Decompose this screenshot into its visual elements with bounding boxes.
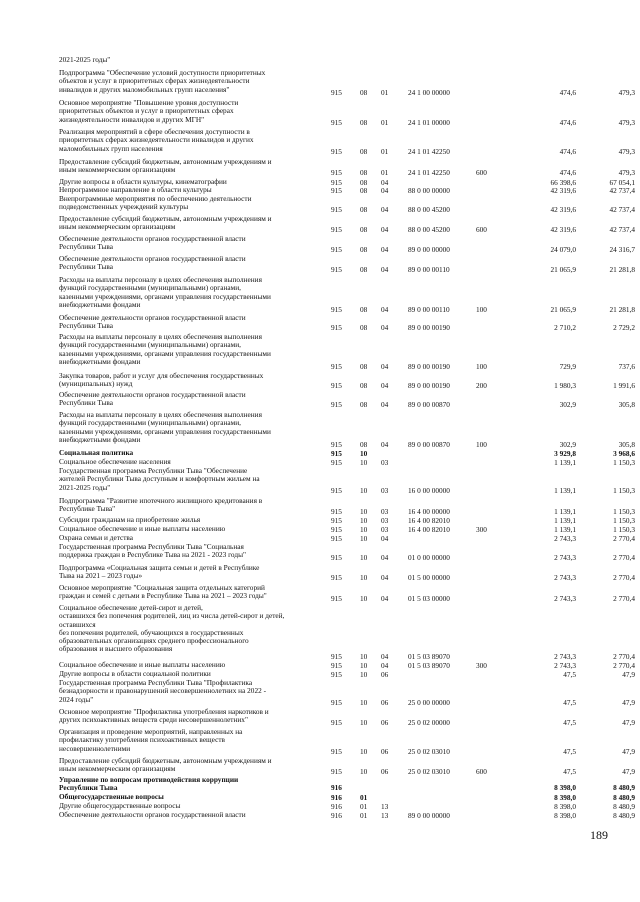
amount-year2: 47,9 bbox=[622, 697, 635, 707]
row-name: Другие общегосударственные вопросы bbox=[59, 801, 181, 810]
ministry-code: 915 bbox=[331, 167, 342, 177]
target-article-code: 25 0 00 00000 bbox=[408, 697, 450, 707]
amount-year2: 47,9 bbox=[622, 669, 635, 679]
subsection-code: 04 bbox=[381, 304, 389, 314]
row-name: Подпрограмма "Развитие ипотечного жилищного кредитования в Республике Тыва" bbox=[59, 496, 263, 514]
target-article-code: 01 5 03 89070 bbox=[408, 651, 450, 661]
subsection-code: 03 bbox=[381, 515, 389, 525]
ministry-code: 915 bbox=[331, 572, 342, 582]
row-name: Основное мероприятие "Социальная защита отдельных категорий граждан и семей с детьми в Республике Тыва на 2021 – 2023 годы" bbox=[59, 583, 267, 601]
target-article-code: 24 1 01 00000 bbox=[408, 117, 450, 127]
amount-year1: 302,9 bbox=[559, 399, 576, 409]
amount-year2: 42 737,4 bbox=[609, 224, 635, 234]
expense-type-code: 600 bbox=[476, 224, 487, 234]
amount-year1: 47,5 bbox=[563, 766, 576, 776]
target-article-code: 25 0 02 00000 bbox=[408, 717, 450, 727]
amount-year2: 479,3 bbox=[618, 117, 635, 127]
subsection-code: 04 bbox=[381, 439, 389, 449]
ministry-code: 915 bbox=[331, 380, 342, 390]
row-name: Охрана семьи и детства bbox=[59, 533, 133, 542]
row-name: Расходы на выплаты персоналу в целях обеспечения выполнения функций государственными (муниципальными) органами, казенными учреждениями, органами управления государственными внебюджетными фондами bbox=[59, 332, 271, 366]
row-name: Социальное обеспечение населения bbox=[59, 457, 171, 466]
target-article-code: 16 4 00 00000 bbox=[408, 506, 450, 516]
amount-year2: 2 770,4 bbox=[613, 533, 635, 543]
ministry-code: 915 bbox=[331, 524, 342, 534]
table-row bbox=[0, 128, 640, 156]
ministry-code: 915 bbox=[331, 669, 342, 679]
subsection-code: 04 bbox=[381, 185, 389, 195]
row-name: Внепрограммные мероприятия по обеспечению деятельности подведомственных учреждений культуры bbox=[59, 194, 252, 212]
amount-year2: 479,3 bbox=[618, 167, 635, 177]
table-row bbox=[0, 776, 640, 792]
ministry-code: 915 bbox=[331, 506, 342, 516]
section-code: 01 bbox=[360, 801, 368, 811]
subsection-code: 04 bbox=[381, 593, 389, 603]
amount-year2: 479,3 bbox=[618, 146, 635, 156]
ministry-code: 916 bbox=[331, 782, 342, 792]
target-article-code: 89 0 00 00110 bbox=[408, 304, 450, 314]
section-code: 10 bbox=[360, 697, 368, 707]
amount-year1: 1 139,1 bbox=[554, 457, 576, 467]
ministry-code: 916 bbox=[331, 810, 342, 820]
amount-year2: 67 054,1 bbox=[609, 177, 635, 187]
table-row bbox=[0, 333, 640, 371]
amount-year1: 474,6 bbox=[559, 87, 576, 97]
amount-year1: 8 398,0 bbox=[554, 801, 576, 811]
subsection-code: 06 bbox=[381, 717, 389, 727]
amount-year2: 24 316,7 bbox=[609, 244, 635, 254]
section-code: 10 bbox=[360, 533, 368, 543]
table-row bbox=[0, 467, 640, 495]
amount-year2: 2 770,4 bbox=[613, 660, 635, 670]
section-code: 10 bbox=[360, 651, 368, 661]
section-code: 08 bbox=[360, 224, 368, 234]
amount-year2: 305,8 bbox=[618, 399, 635, 409]
table-row bbox=[0, 56, 640, 65]
ministry-code: 915 bbox=[331, 399, 342, 409]
section-code: 08 bbox=[360, 117, 368, 127]
subsection-code: 13 bbox=[381, 810, 389, 820]
subsection-code: 01 bbox=[381, 87, 389, 97]
section-code: 10 bbox=[360, 746, 368, 756]
subsection-code: 04 bbox=[381, 322, 389, 332]
subsection-code: 04 bbox=[381, 533, 389, 543]
table-row bbox=[0, 314, 640, 332]
amount-year2: 47,9 bbox=[622, 717, 635, 727]
amount-year2: 1 150,3 bbox=[613, 515, 635, 525]
ministry-code: 915 bbox=[331, 87, 342, 97]
amount-year1: 2 743,3 bbox=[554, 552, 576, 562]
section-code: 08 bbox=[360, 244, 368, 254]
table-row bbox=[0, 757, 640, 776]
subsection-code: 06 bbox=[381, 669, 389, 679]
ministry-code: 915 bbox=[331, 244, 342, 254]
amount-year1: 8 398,0 bbox=[554, 810, 576, 820]
amount-year2: 8 480,9 bbox=[613, 782, 635, 792]
expense-type-code: 100 bbox=[476, 361, 487, 371]
ministry-code: 915 bbox=[331, 766, 342, 776]
amount-year1: 42 319,6 bbox=[550, 224, 576, 234]
amount-year2: 1 150,3 bbox=[613, 524, 635, 534]
amount-year2: 2 770,4 bbox=[613, 572, 635, 582]
table-row bbox=[0, 69, 640, 97]
amount-year1: 2 743,3 bbox=[554, 572, 576, 582]
section-code: 01 bbox=[360, 810, 368, 820]
section-code: 08 bbox=[360, 185, 368, 195]
target-article-code: 89 0 00 00190 bbox=[408, 361, 450, 371]
ministry-code: 915 bbox=[331, 515, 342, 525]
amount-year1: 8 398,0 bbox=[554, 792, 576, 802]
ministry-code: 915 bbox=[331, 533, 342, 543]
subsection-code: 04 bbox=[381, 204, 389, 214]
table-row bbox=[0, 708, 640, 727]
table-row bbox=[0, 411, 640, 449]
target-article-code: 89 0 00 00870 bbox=[408, 439, 450, 449]
row-name: Другие вопросы в области социальной политики bbox=[59, 669, 211, 678]
table-row bbox=[0, 235, 640, 254]
subsection-code: 03 bbox=[381, 457, 389, 467]
amount-year1: 2 743,3 bbox=[554, 651, 576, 661]
target-article-code: 89 0 00 00190 bbox=[408, 380, 450, 390]
row-name: Общегосударственные вопросы bbox=[59, 792, 164, 801]
target-article-code: 24 1 01 42250 bbox=[408, 167, 450, 177]
subsection-code: 03 bbox=[381, 524, 389, 534]
amount-year1: 474,6 bbox=[559, 117, 576, 127]
amount-year2: 1 991,6 bbox=[613, 380, 635, 390]
ministry-code: 915 bbox=[331, 697, 342, 707]
ministry-code: 915 bbox=[331, 552, 342, 562]
amount-year1: 2 710,2 bbox=[554, 322, 576, 332]
ministry-code: 915 bbox=[331, 117, 342, 127]
row-name: Обеспечение деятельности органов государственной власти Республики Тыва bbox=[59, 313, 246, 331]
table-row bbox=[0, 728, 640, 756]
amount-year1: 24 079,0 bbox=[550, 244, 576, 254]
amount-year1: 42 319,6 bbox=[550, 185, 576, 195]
subsection-code: 13 bbox=[381, 801, 389, 811]
subsection-code: 04 bbox=[381, 380, 389, 390]
amount-year1: 66 398,6 bbox=[550, 177, 576, 187]
amount-year1: 21 065,9 bbox=[550, 304, 576, 314]
section-code: 08 bbox=[360, 146, 368, 156]
row-name: Основное мероприятие "Профилактика употребления наркотиков и других психоактивных веществ среди несовершеннолетних" bbox=[59, 707, 269, 725]
table-row bbox=[0, 195, 640, 214]
section-code: 08 bbox=[360, 399, 368, 409]
row-name: Закупка товаров, работ и услуг для обеспечения государственных (муниципальных) нужд bbox=[59, 371, 264, 389]
amount-year1: 1 139,1 bbox=[554, 506, 576, 516]
target-article-code: 24 1 01 42250 bbox=[408, 146, 450, 156]
amount-year2: 2 729,2 bbox=[613, 322, 635, 332]
row-name: Социальное обеспечение детей-сирот и детей, оставшихся без попечения родителей, лиц из числа детей-сирот и детей, оставшихся без попечения родителей, обучающихся в государственных образовательных организациях среднего профессионального образования и высшего образования bbox=[59, 603, 285, 654]
amount-year1: 1 139,1 bbox=[554, 524, 576, 534]
section-code: 10 bbox=[360, 448, 368, 458]
row-name: Государственная программа Республики Тыва "Социальная поддержка граждан в Республике Тыва на 2021 - 2023 годы" bbox=[59, 542, 246, 560]
section-code: 08 bbox=[360, 264, 368, 274]
target-article-code: 16 4 00 82010 bbox=[408, 524, 450, 534]
subsection-code: 06 bbox=[381, 766, 389, 776]
table-row bbox=[0, 679, 640, 707]
table-row bbox=[0, 99, 640, 127]
ministry-code: 915 bbox=[331, 361, 342, 371]
expense-type-code: 200 bbox=[476, 380, 487, 390]
target-article-code: 88 0 00 00000 bbox=[408, 185, 450, 195]
expense-type-code: 300 bbox=[476, 524, 487, 534]
target-article-code: 25 0 02 03010 bbox=[408, 766, 450, 776]
row-name: Подпрограмма "Обеспечение условий доступности приоритетных объектов и услуг в приоритетных сферах жизнедеятельности инвалидов и других маломобильных групп населения" bbox=[59, 68, 266, 94]
section-code: 08 bbox=[360, 322, 368, 332]
amount-year1: 47,5 bbox=[563, 669, 576, 679]
row-name: Предоставление субсидий бюджетным, автономным учреждениям и иным некоммерческим организациям bbox=[59, 214, 272, 232]
amount-year2: 21 281,8 bbox=[609, 304, 635, 314]
subsection-code: 01 bbox=[381, 146, 389, 156]
expense-type-code: 100 bbox=[476, 304, 487, 314]
ministry-code: 915 bbox=[331, 146, 342, 156]
target-article-code: 01 0 00 00000 bbox=[408, 552, 450, 562]
amount-year1: 42 319,6 bbox=[550, 204, 576, 214]
section-code: 08 bbox=[360, 361, 368, 371]
section-code: 10 bbox=[360, 515, 368, 525]
section-code: 10 bbox=[360, 524, 368, 534]
subsection-code: 01 bbox=[381, 167, 389, 177]
row-name: Организация и проведение мероприятий, направленных на профилактику употребления психоактивных веществ несовершеннолетними bbox=[59, 727, 243, 753]
amount-year2: 1 150,3 bbox=[613, 485, 635, 495]
row-name: Другие вопросы в области культуры, кинематографии bbox=[59, 177, 227, 186]
amount-year2: 8 480,9 bbox=[613, 792, 635, 802]
subsection-code: 04 bbox=[381, 224, 389, 234]
amount-year1: 302,9 bbox=[559, 439, 576, 449]
target-article-code: 89 0 00 00000 bbox=[408, 810, 450, 820]
amount-year2: 47,9 bbox=[622, 766, 635, 776]
amount-year2: 47,9 bbox=[622, 746, 635, 756]
subsection-code: 06 bbox=[381, 746, 389, 756]
amount-year1: 2 743,3 bbox=[554, 533, 576, 543]
row-name: Расходы на выплаты персоналу в целях обеспечения выполнения функций государственными (муниципальными) органами, казенными учреждениями, органами управления государственными внебюджетными фондами bbox=[59, 410, 271, 444]
amount-year1: 1 139,1 bbox=[554, 485, 576, 495]
amount-year2: 3 968,6 bbox=[613, 448, 635, 458]
target-article-code: 01 5 03 89070 bbox=[408, 660, 450, 670]
table-row bbox=[0, 276, 640, 314]
subsection-code: 04 bbox=[381, 660, 389, 670]
row-name: Социальная политика bbox=[59, 448, 134, 457]
amount-year2: 2 770,4 bbox=[613, 552, 635, 562]
row-name: Субсидии гражданам на приобретение жилья bbox=[59, 515, 201, 524]
amount-year2: 1 150,3 bbox=[613, 506, 635, 516]
row-name: Предоставление субсидий бюджетным, автономным учреждениям и иным некоммерческим организациям bbox=[59, 756, 272, 774]
amount-year1: 1 980,3 bbox=[554, 380, 576, 390]
ministry-code: 915 bbox=[331, 717, 342, 727]
expense-type-code: 600 bbox=[476, 167, 487, 177]
ministry-code: 915 bbox=[331, 448, 342, 458]
section-code: 08 bbox=[360, 177, 368, 187]
row-name: Подпрограмма «Социальная защита семьи и детей в Республике Тыва на 2021 – 2023 годы» bbox=[59, 563, 260, 581]
subsection-code: 04 bbox=[381, 244, 389, 254]
table-row bbox=[0, 604, 640, 661]
section-code: 08 bbox=[360, 380, 368, 390]
section-code: 08 bbox=[360, 304, 368, 314]
row-name: Реализация мероприятий в сфере обеспечения доступности в приоритетных сферах жизнедеятельности инвалидов и других маломобильных групп населения bbox=[59, 127, 254, 153]
subsection-code: 04 bbox=[381, 361, 389, 371]
table-row bbox=[0, 811, 640, 820]
amount-year1: 474,6 bbox=[559, 146, 576, 156]
ministry-code: 915 bbox=[331, 264, 342, 274]
table-row bbox=[0, 584, 640, 603]
amount-year1: 1 139,1 bbox=[554, 515, 576, 525]
amount-year1: 2 743,3 bbox=[554, 660, 576, 670]
section-code: 10 bbox=[360, 506, 368, 516]
subsection-code: 04 bbox=[381, 399, 389, 409]
amount-year2: 737,6 bbox=[618, 361, 635, 371]
subsection-code: 01 bbox=[381, 117, 389, 127]
amount-year1: 47,5 bbox=[563, 717, 576, 727]
row-name: 2021-2025 годы" bbox=[59, 55, 111, 64]
row-name: Основное мероприятие "Повышение уровня доступности приоритетных объектов и услуг в приоритетных сферах жизнедеятельности инвалидов и других МГН" bbox=[59, 98, 239, 124]
row-name: Обеспечение деятельности органов государственной власти Республики Тыва bbox=[59, 254, 246, 272]
subsection-code: 06 bbox=[381, 697, 389, 707]
amount-year2: 8 480,9 bbox=[613, 810, 635, 820]
amount-year1: 2 743,3 bbox=[554, 593, 576, 603]
row-name: Управление по вопросам противодействия коррупции Республики Тыва bbox=[59, 775, 239, 793]
section-code: 10 bbox=[360, 552, 368, 562]
subsection-code: 04 bbox=[381, 572, 389, 582]
ministry-code: 915 bbox=[331, 651, 342, 661]
ministry-code: 915 bbox=[331, 177, 342, 187]
section-code: 10 bbox=[360, 593, 368, 603]
page-number: 189 bbox=[590, 828, 608, 842]
table-row bbox=[0, 497, 640, 516]
amount-year2: 479,3 bbox=[618, 87, 635, 97]
ministry-code: 915 bbox=[331, 185, 342, 195]
table-row bbox=[0, 564, 640, 582]
table-row bbox=[0, 215, 640, 234]
row-name: Расходы на выплаты персоналу в целях обеспечения выполнения функций государственными (муниципальными) органами, казенными учреждениями, органами управления государственными внебюджетными фондами bbox=[59, 275, 271, 309]
table-row bbox=[0, 158, 640, 177]
amount-year2: 8 480,9 bbox=[613, 801, 635, 811]
subsection-code: 04 bbox=[381, 264, 389, 274]
row-name: Социальное обеспечение и иные выплаты населению bbox=[59, 524, 226, 533]
row-name: Государственная программа Республики Тыва "Профилактика безнадзорности и правонарушений несовершеннолетних на 2022 - 2024 годы" bbox=[59, 678, 266, 704]
section-code: 08 bbox=[360, 167, 368, 177]
ministry-code: 915 bbox=[331, 485, 342, 495]
section-code: 10 bbox=[360, 572, 368, 582]
section-code: 10 bbox=[360, 766, 368, 776]
ministry-code: 915 bbox=[331, 224, 342, 234]
expense-type-code: 600 bbox=[476, 766, 487, 776]
subsection-code: 04 bbox=[381, 552, 389, 562]
ministry-code: 915 bbox=[331, 322, 342, 332]
row-name: Государственная программа Республики Тыва "Обеспечение жителей Республики Тыва доступным и комфортным жильем на 2021-2025 годы" bbox=[59, 466, 260, 492]
amount-year2: 2 770,4 bbox=[613, 593, 635, 603]
ministry-code: 915 bbox=[331, 457, 342, 467]
ministry-code: 915 bbox=[331, 304, 342, 314]
section-code: 08 bbox=[360, 439, 368, 449]
section-code: 10 bbox=[360, 485, 368, 495]
subsection-code: 04 bbox=[381, 177, 389, 187]
target-article-code: 01 5 00 00000 bbox=[408, 572, 450, 582]
table-row bbox=[0, 391, 640, 409]
target-article-code: 01 5 03 00000 bbox=[408, 593, 450, 603]
row-name: Социальное обеспечение и иные выплаты населению bbox=[59, 660, 226, 669]
target-article-code: 16 4 00 82010 bbox=[408, 515, 450, 525]
subsection-code: 04 bbox=[381, 651, 389, 661]
ministry-code: 915 bbox=[331, 593, 342, 603]
amount-year1: 474,6 bbox=[559, 167, 576, 177]
table-row bbox=[0, 372, 640, 390]
amount-year1: 47,5 bbox=[563, 746, 576, 756]
section-code: 10 bbox=[360, 669, 368, 679]
target-article-code: 16 0 00 00000 bbox=[408, 485, 450, 495]
row-name: Непрограммное направление в области культуры bbox=[59, 185, 212, 194]
target-article-code: 24 1 00 00000 bbox=[408, 87, 450, 97]
subsection-code: 03 bbox=[381, 506, 389, 516]
section-code: 08 bbox=[360, 204, 368, 214]
amount-year2: 42 737,4 bbox=[609, 185, 635, 195]
amount-year2: 21 281,8 bbox=[609, 264, 635, 274]
amount-year2: 305,8 bbox=[618, 439, 635, 449]
amount-year2: 42 737,4 bbox=[609, 204, 635, 214]
row-name: Обеспечение деятельности органов государственной власти bbox=[59, 810, 246, 819]
section-code: 10 bbox=[360, 717, 368, 727]
target-article-code: 88 0 00 45200 bbox=[408, 204, 450, 214]
row-name: Предоставление субсидий бюджетным, автономным учреждениям и иным некоммерческим организациям bbox=[59, 157, 272, 175]
section-code: 10 bbox=[360, 660, 368, 670]
row-name: Обеспечение деятельности органов государственной власти Республики Тыва bbox=[59, 234, 246, 252]
row-name: Обеспечение деятельности органов государственной власти Республики Тыва bbox=[59, 390, 246, 408]
target-article-code: 88 0 00 45200 bbox=[408, 224, 450, 234]
ministry-code: 915 bbox=[331, 660, 342, 670]
target-article-code: 89 0 00 00000 bbox=[408, 244, 450, 254]
ministry-code: 915 bbox=[331, 746, 342, 756]
amount-year1: 729,9 bbox=[559, 361, 576, 371]
section-code: 10 bbox=[360, 457, 368, 467]
target-article-code: 89 0 00 00190 bbox=[408, 322, 450, 332]
target-article-code: 89 0 00 00870 bbox=[408, 399, 450, 409]
section-code: 01 bbox=[360, 792, 368, 802]
ministry-code: 915 bbox=[331, 204, 342, 214]
table-row bbox=[0, 255, 640, 274]
ministry-code: 915 bbox=[331, 439, 342, 449]
ministry-code: 916 bbox=[331, 792, 342, 802]
amount-year1: 8 398,0 bbox=[554, 782, 576, 792]
expense-type-code: 300 bbox=[476, 660, 487, 670]
amount-year2: 2 770,4 bbox=[613, 651, 635, 661]
amount-year1: 47,5 bbox=[563, 697, 576, 707]
section-code: 08 bbox=[360, 87, 368, 97]
amount-year1: 21 065,9 bbox=[550, 264, 576, 274]
expense-type-code: 100 bbox=[476, 439, 487, 449]
target-article-code: 89 0 00 00110 bbox=[408, 264, 450, 274]
table-row bbox=[0, 543, 640, 562]
amount-year2: 1 150,3 bbox=[613, 457, 635, 467]
subsection-code: 03 bbox=[381, 485, 389, 495]
ministry-code: 916 bbox=[331, 801, 342, 811]
amount-year1: 3 929,8 bbox=[554, 448, 576, 458]
target-article-code: 25 0 02 03010 bbox=[408, 746, 450, 756]
